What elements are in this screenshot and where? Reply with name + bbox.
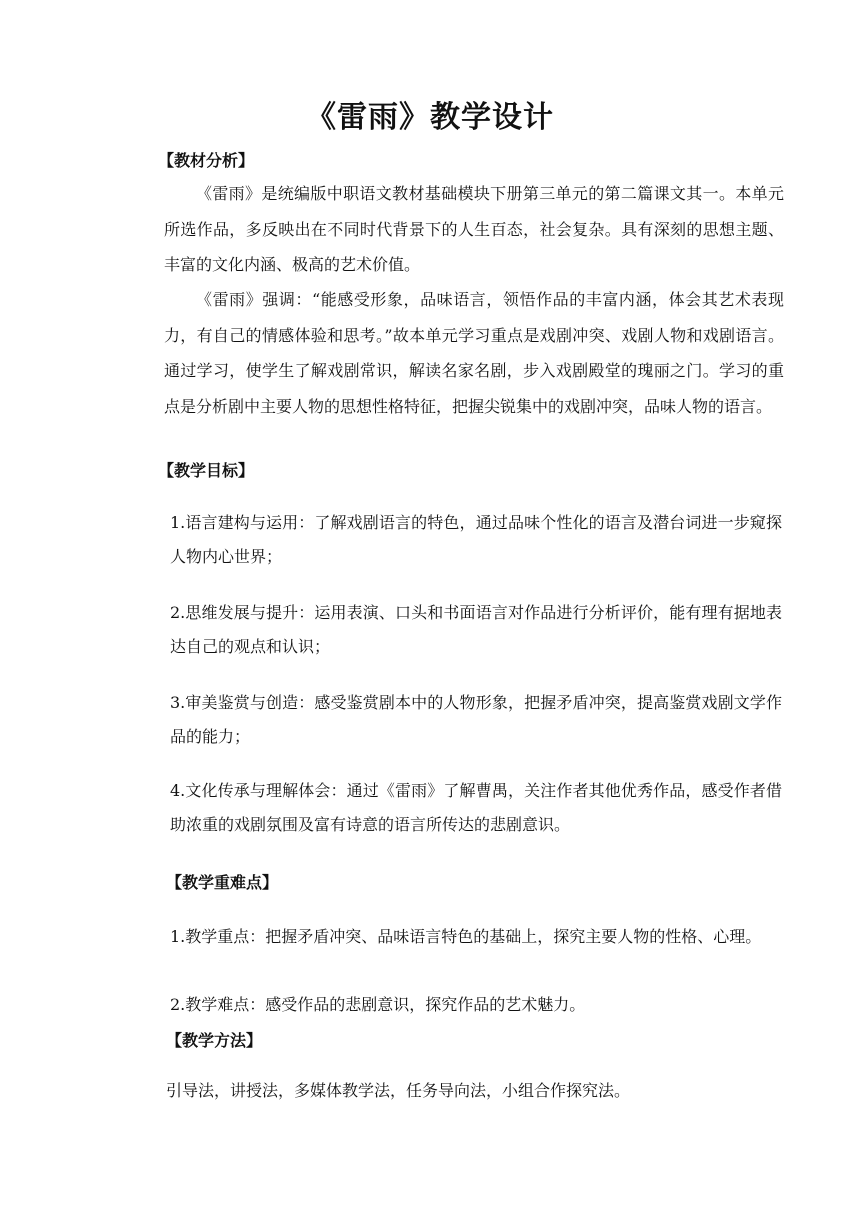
analysis-paragraph: 《雷雨》强调：“能感受形象，品味语言，领悟作品的丰富内涵，体会其艺术表现力，有自己的情感体验和思考。”故本单元学习重点是戏剧冲突、戏剧人物和戏剧语言。通过学习，使学生了解戏剧常识，解读名家名剧，步入戏剧殿堂的瑰丽之门。学习的重点是分析剧中主要人物的思想性格特征，把握尖锐集中的戏剧冲突，品味人物的语言。 xyxy=(164,290,784,416)
methods-text: 引导法，讲授法，多媒体教学法，任务导向法，小组合作探究法。 xyxy=(166,1081,631,1100)
goal-item: 1.语言建构与运用：了解戏剧语言的特色，通过品味个性化的语言及潜台词进一步窥探人物内心世界； xyxy=(170,513,782,566)
section-heading-goals: 【教学目标】 xyxy=(158,461,255,480)
goal-item: 3.审美鉴赏与创造：感受鉴赏剧本中的人物形象，把握矛盾冲突，提高鉴赏戏剧文学作品的能力； xyxy=(170,693,782,746)
key-point-item: 1.教学重点：把握矛盾冲突、品味语言特色的基础上，探究主要人物的性格、心理。 xyxy=(170,927,762,946)
analysis-paragraph: 《雷雨》是统编版中职语文教材基础模块下册第三单元的第二篇课文其一。本单元所选作品，多反映出在不同时代背景下的人生百态，社会复杂。具有深刻的思想主题、丰富的文化内涵、极高的艺术价值。 xyxy=(164,184,784,274)
goal-item: 2.思维发展与提升：运用表演、口头和书面语言对作品进行分析评价，能有理有据地表达自己的观点和认识； xyxy=(170,603,782,656)
document-title: 《雷雨》教学设计 xyxy=(306,100,554,135)
section-heading-analysis: 【教材分析】 xyxy=(158,151,255,170)
section-heading-methods: 【教学方法】 xyxy=(166,1031,263,1050)
section-heading-key-points: 【教学重难点】 xyxy=(166,873,279,892)
key-point-item: 2.教学难点：感受作品的悲剧意识，探究作品的艺术魅力。 xyxy=(170,995,586,1014)
goal-item: 4.文化传承与理解体会：通过《雷雨》了解曹禺，关注作者其他优秀作品，感受作者借助浓重的戏剧氛围及富有诗意的语言所传达的悲剧意识。 xyxy=(170,781,782,834)
